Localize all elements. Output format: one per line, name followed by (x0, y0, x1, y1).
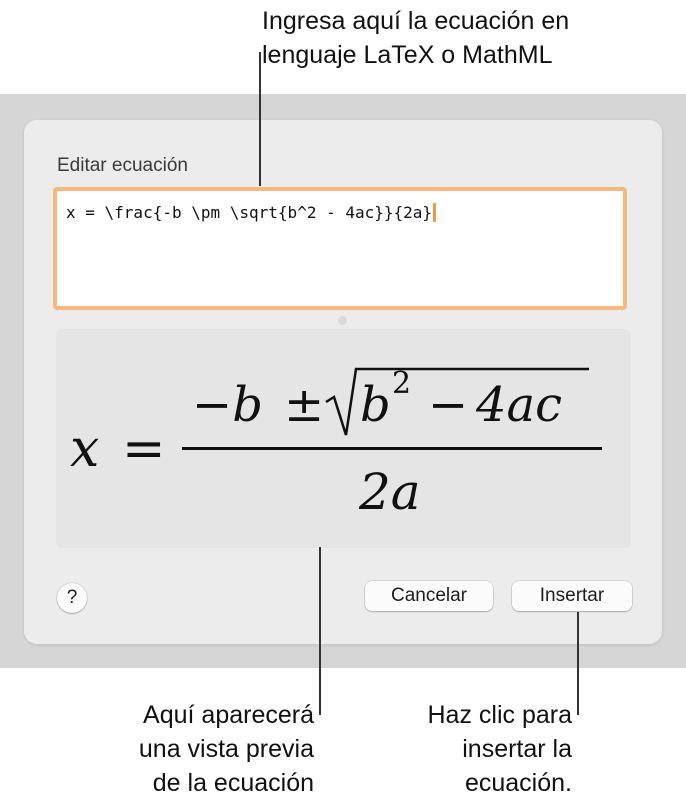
text-caret (433, 203, 436, 222)
callout-line: una vista previa (138, 735, 314, 763)
eq-exponent: 2 (392, 366, 412, 401)
callout-pointer-line (577, 612, 579, 715)
eq-minus: − (428, 377, 469, 433)
eq-denominator: 2a (359, 463, 421, 521)
callout-insert (392, 698, 572, 800)
cancel-button[interactable]: Cancelar (365, 581, 493, 611)
eq-radicand-b: b (360, 377, 391, 433)
callout-line: ecuación. (464, 769, 572, 797)
latex-input-text[interactable]: x = \frac{-b \pm \sqrt{b^2 - 4ac}}{2a} (66, 203, 436, 222)
eq-plusminus: ± (284, 377, 325, 433)
callout-line: de la ecuación (152, 769, 314, 797)
latex-input-field[interactable] (53, 187, 627, 310)
callout-preview (96, 698, 314, 800)
callout-latex-input (262, 4, 569, 72)
eq-equals: = (122, 419, 166, 479)
callout-line: Ingresa aquí la ecuación en (262, 7, 570, 35)
callout-line: insertar la (462, 735, 572, 763)
callout-pointer-line (319, 547, 321, 715)
insert-button[interactable]: Insertar (512, 581, 632, 611)
resize-handle[interactable] (338, 316, 347, 325)
edit-equation-dialog (24, 120, 662, 644)
callout-pointer-line (259, 52, 261, 186)
eq-lhs: x (70, 419, 100, 479)
callout-line: Aquí aparecerá (143, 701, 314, 729)
eq-fraction-bar (182, 447, 602, 450)
eq-four-ac: 4ac (476, 377, 563, 433)
eq-numerator-neg-b: −b (192, 377, 263, 433)
help-button[interactable]: ? (57, 583, 87, 613)
dialog-title: Editar ecuación (57, 155, 188, 176)
callout-line: lenguaje LaTeX o MathML (262, 41, 553, 69)
equation-preview (56, 329, 631, 548)
callout-line: Haz clic para (427, 701, 572, 729)
equation-preview-svg (56, 329, 631, 548)
